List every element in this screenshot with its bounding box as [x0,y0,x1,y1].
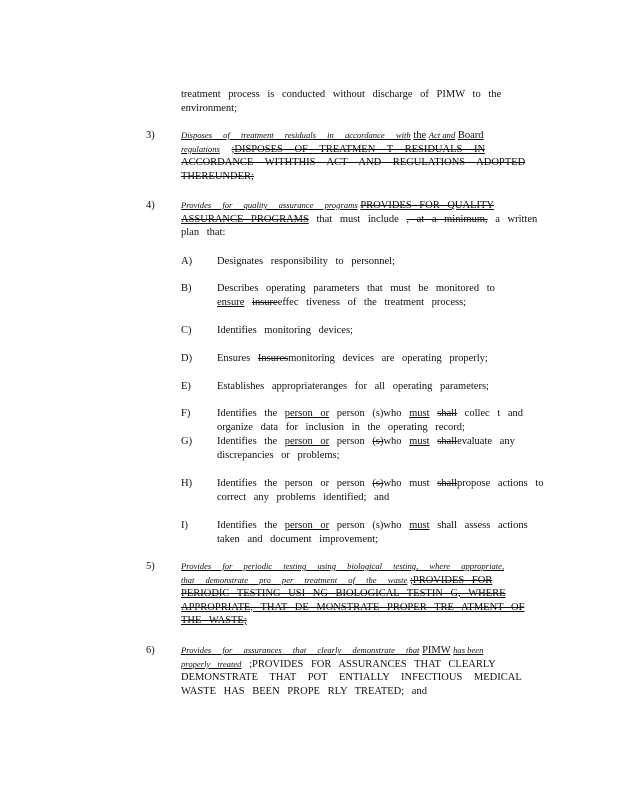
item-6-text: Provides for assurances that clearly demonstrate that PIMW has been properly treated ;PROVIDES FOR ASSURANCES THAT CLEARLY DEMONSTRATE THAT POT ENTIALLY INFECTIOUS MEDICAL WASTE HAS BEEN PROPE RLY TREATED; and [181,645,522,697]
subitem-h-label: H) [181,478,193,489]
subitem-d-text: Ensures Insuresmonitoring devices are operating properly; [217,353,488,364]
subitem-e-text: Establishes appropriateranges for all operating parameters; [217,381,489,392]
subitem-d-label: D) [181,353,193,364]
subitem-a-label: A) [181,256,193,267]
subitem-b-label: B) [181,283,192,294]
subitem-i-label: I) [181,520,188,531]
subitem-g-label: G) [181,436,193,447]
item-5-text: Provides for periodic testing using biological testing, where appropriate, that demonstrate pro per treatment of the waste ;PROVIDES FOR PERIODIC TESTING USI NG BIOLOGICAL TESTIN G, WHERE APPROPRIATE, THAT DE MONSTRATE PROPER TRE ATMENT OF THE WASTE; [181,561,525,626]
subitem-e-label: E) [181,381,191,392]
subitem-f-text: Identifies the person or person (s)who must shall collec t and organize data for inclusion in the operating record; [217,408,524,433]
item-3-text: Disposes of treatment residuals in accordance with the Act and Board regulations ;DISPOSES OF TREATMEN T RESIDUALS IN ACCORDANCE WITHTHIS ACT AND REGULATIONS ADOPTED THEREUNDER; [181,130,526,182]
subitem-a-text: Designates responsibility to personnel; [217,256,396,267]
intro-line-1: treatment process is conducted without discharge of PIMW to the [181,89,502,100]
item-4-label: 4) [146,200,155,211]
subitem-b-text: Describes operating parameters that must be monitored to ensure insureeffec tiveness of the treatment process; [217,283,495,308]
subitem-c-text: Identifies monitoring devices; [217,325,353,336]
subitem-c-label: C) [181,325,192,336]
subitem-g-text: Identifies the person or person (s)who must shallevaluate any discrepancies or problems; [217,436,515,461]
item-5-label: 5) [146,561,155,572]
item-3-deleted-text: ;DISPOSES OF TREATMEN T RESIDUALS IN [231,143,486,155]
subitem-f-label: F) [181,408,191,419]
item-3-label: 3) [146,130,155,141]
item-6-label: 6) [146,645,155,656]
intro-paragraph [181,88,501,115]
subitem-h-text: Identifies the person or person (s)who must shallpropose actions to correct any problems identified; and [217,478,544,503]
intro-line-2: environment; [181,102,237,114]
item-3-inserted-text: Disposes of treatment residuals in accordance with [181,130,411,140]
item-4-text: Provides for quality assurance programs PROVIDES FOR QUALITY ASSURANCE PROGRAMS that must include , at a minimum, a written plan that: [181,200,538,238]
subitem-i-text: Identifies the person or person (s)who must shall assess actions taken and document improvement; [217,520,528,545]
